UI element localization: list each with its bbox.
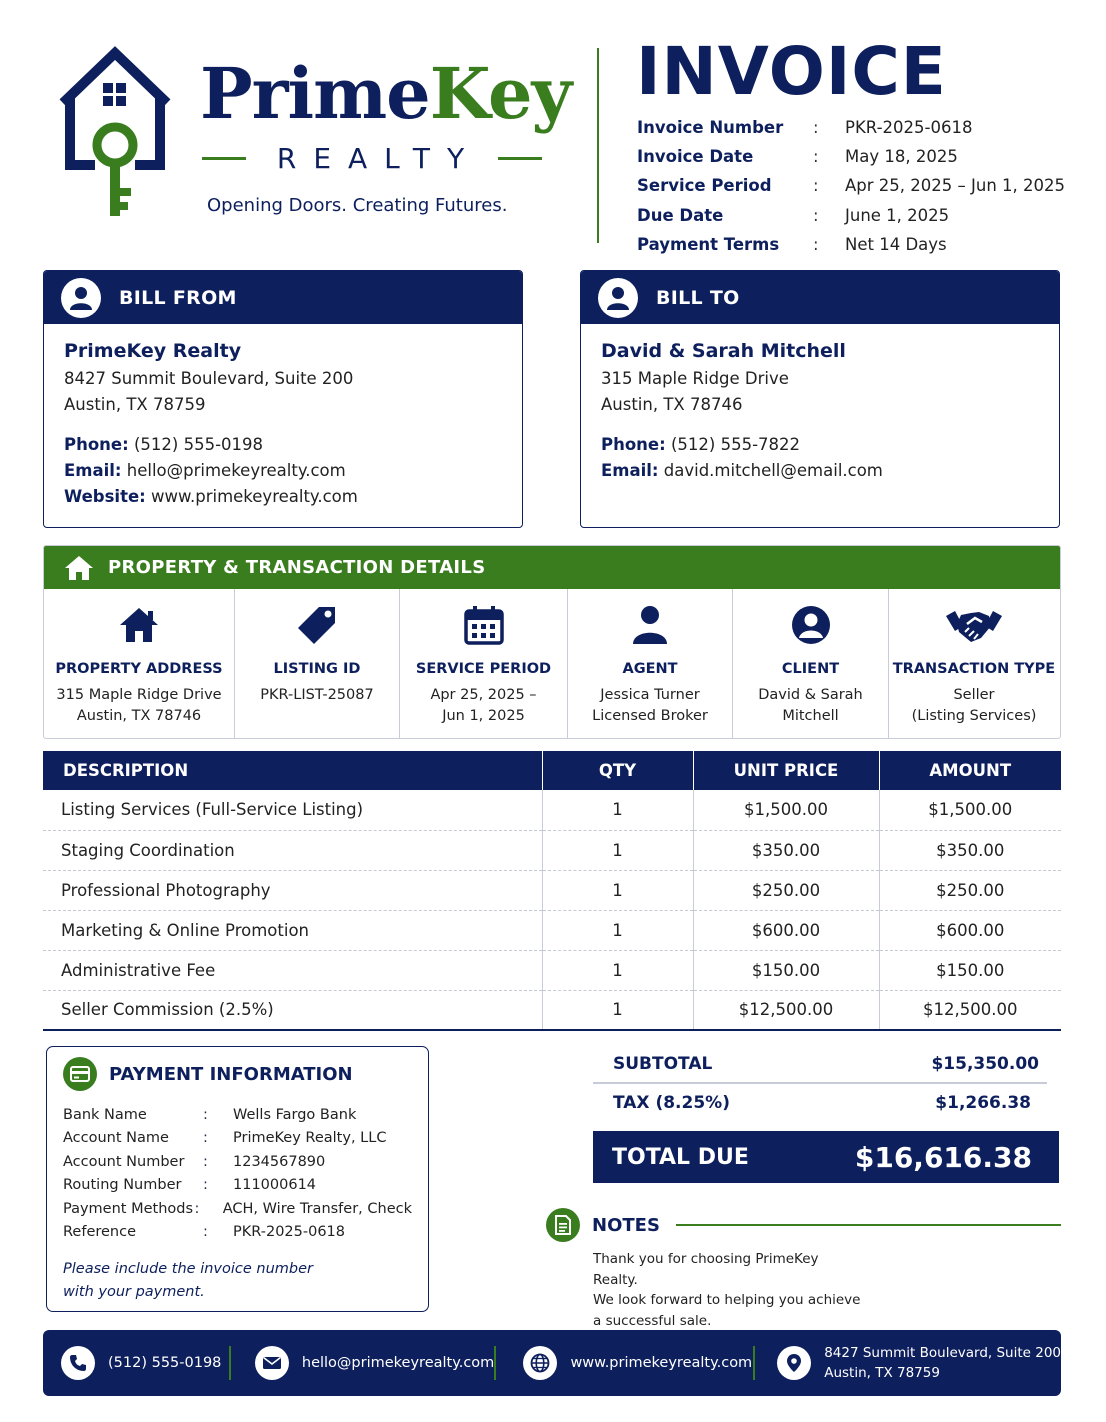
table-row: Staging Coordination 1 $350.00 $350.00	[43, 830, 1061, 870]
client-icon	[791, 605, 831, 645]
notes-text: Thank you for choosing PrimeKey Realty. We look forward to helping you achieve a successful sale.	[593, 1251, 861, 1329]
property-address-column: PROPERTY ADDRESS 315 Maple Ridge Drive Austin, TX 78746	[44, 589, 235, 739]
globe-icon	[523, 1346, 557, 1380]
footer-phone: (512) 555-0198	[43, 1330, 229, 1396]
property-details-section	[43, 545, 1061, 739]
payment-row-routing-number: Routing Number : 111000614	[63, 1177, 317, 1194]
bill-to-phone: Phone: (512) 555-7822	[601, 435, 801, 454]
tag-icon	[297, 605, 337, 645]
payment-note: Please include the invoice number with your payment.	[63, 1261, 314, 1300]
bill-from-name: PrimeKey Realty	[64, 340, 242, 362]
client-column: CLIENT David & Sarah Mitchell	[733, 589, 889, 739]
meta-row-invoice-date: Invoice Date : May 18, 2025	[637, 147, 958, 167]
column-header-description: DESCRIPTION	[43, 751, 542, 790]
bill-to-address-line1: 315 Maple Ridge Drive	[601, 369, 789, 388]
meta-row-service-period: Service Period : Apr 25, 2025 – Jun 1, 2025	[637, 176, 1066, 196]
invoice-title: INVOICE	[636, 33, 947, 110]
payment-row-payment-methods: Payment Methods : ACH, Wire Transfer, Check	[63, 1200, 412, 1217]
house-icon	[118, 606, 160, 644]
column-header-unit-price: UNIT PRICE	[693, 751, 879, 790]
brand-tagline: Opening Doors. Creating Futures.	[207, 195, 508, 216]
person-icon	[598, 278, 638, 318]
footer-address: 8427 Summit Boulevard, Suite 200 Austin, TX 78759	[755, 1330, 1061, 1396]
footer-contact-bar	[43, 1330, 1061, 1396]
bill-from-address-line2: Austin, TX 78759	[64, 395, 206, 414]
payment-row-bank-name: Bank Name : Wells Fargo Bank	[63, 1106, 357, 1123]
payment-row-reference: Reference : PKR-2025-0618	[63, 1224, 346, 1241]
bill-to-card	[580, 270, 1060, 528]
meta-row-payment-terms: Payment Terms : Net 14 Days	[637, 234, 947, 254]
bill-from-phone: Phone: (512) 555-0198	[64, 435, 264, 454]
phone-icon	[61, 1346, 95, 1380]
bill-to-address-line2: Austin, TX 78746	[601, 395, 743, 414]
bill-to-title: BILL TO	[656, 286, 740, 309]
payment-row-account-name: Account Name : PrimeKey Realty, LLC	[63, 1130, 387, 1147]
meta-row-invoice-number: Invoice Number : PKR-2025-0618	[637, 118, 973, 138]
brand-logo	[55, 45, 572, 235]
bill-from-body	[44, 324, 522, 524]
total-due-bar: TOTAL DUE $16,616.38	[593, 1131, 1059, 1183]
table-row: Listing Services (Full-Service Listing) 1 $1,500.00 $1,500.00	[43, 790, 1061, 830]
credit-card-icon	[63, 1057, 97, 1091]
notes-title: NOTES	[592, 1214, 660, 1236]
payment-information-title: PAYMENT INFORMATION	[109, 1063, 353, 1085]
tax-row: TAX (8.25%) $1,266.38	[613, 1093, 1031, 1113]
payment-information-card	[46, 1046, 429, 1312]
total-due-amount: $16,616.38	[854, 1140, 1032, 1174]
column-header-amount: AMOUNT	[879, 751, 1061, 790]
divider	[498, 157, 542, 160]
subtotal-row: SUBTOTAL $15,350.00	[593, 1046, 1047, 1084]
invoice-meta	[637, 113, 1077, 259]
notes-section	[546, 1207, 1061, 1331]
listing-id-column: LISTING ID PKR-LIST-25087	[235, 589, 400, 739]
brand-name: PrimeKey	[200, 52, 572, 135]
bill-to-body	[581, 324, 1059, 498]
service-period-column: SERVICE PERIOD Apr 25, 2025 – Jun 1, 2025	[400, 589, 568, 739]
location-pin-icon	[777, 1346, 811, 1380]
property-details-title: PROPERTY & TRANSACTION DETAILS	[108, 557, 486, 578]
table-row: Professional Photography 1 $250.00 $250.00	[43, 870, 1061, 910]
bill-to-name: David & Sarah Mitchell	[601, 340, 846, 362]
bill-from-email: Email: hello@primekeyrealty.com	[64, 461, 346, 480]
handshake-icon	[945, 606, 1003, 644]
home-icon	[64, 555, 94, 581]
document-icon	[546, 1208, 580, 1242]
brand-subtitle: REALTY	[202, 143, 542, 173]
payment-information-header	[63, 1057, 412, 1091]
bill-from-header	[44, 271, 522, 324]
table-header-row	[43, 751, 1061, 790]
footer-website: www.primekeyrealty.com	[496, 1330, 753, 1396]
bill-from-card	[43, 270, 523, 528]
property-details-header	[44, 546, 1060, 589]
totals-summary	[593, 1046, 1059, 1183]
table-row: Seller Commission (2.5%) 1 $12,500.00 $12,500.00	[43, 990, 1061, 1030]
header-divider	[597, 48, 599, 243]
divider	[202, 157, 246, 160]
footer-email: hello@primekeyrealty.com	[231, 1330, 495, 1396]
meta-row-due-date: Due Date : June 1, 2025	[637, 205, 950, 225]
person-icon	[61, 278, 101, 318]
divider	[676, 1224, 1061, 1226]
bill-from-title: BILL FROM	[119, 286, 237, 309]
payment-details	[63, 1103, 412, 1244]
transaction-type-column: TRANSACTION TYPE Seller (Listing Services)	[889, 589, 1059, 739]
house-key-logo-icon	[55, 45, 180, 225]
calendar-icon	[464, 605, 504, 645]
column-header-qty: QTY	[542, 751, 693, 790]
property-details-columns	[44, 589, 1060, 739]
bill-to-email: Email: david.mitchell@email.com	[601, 461, 883, 480]
payment-row-account-number: Account Number : 1234567890	[63, 1153, 326, 1170]
line-items-table	[43, 751, 1061, 1031]
table-row: Marketing & Online Promotion 1 $600.00 $600.00	[43, 910, 1061, 950]
agent-icon	[632, 605, 668, 645]
bill-from-address-line1: 8427 Summit Boulevard, Suite 200	[64, 369, 354, 388]
agent-column: AGENT Jessica Turner Licensed Broker	[568, 589, 733, 739]
envelope-icon	[255, 1346, 289, 1380]
table-row: Administrative Fee 1 $150.00 $150.00	[43, 950, 1061, 990]
bill-from-website: Website: www.primekeyrealty.com	[64, 487, 358, 506]
bill-to-header	[581, 271, 1059, 324]
